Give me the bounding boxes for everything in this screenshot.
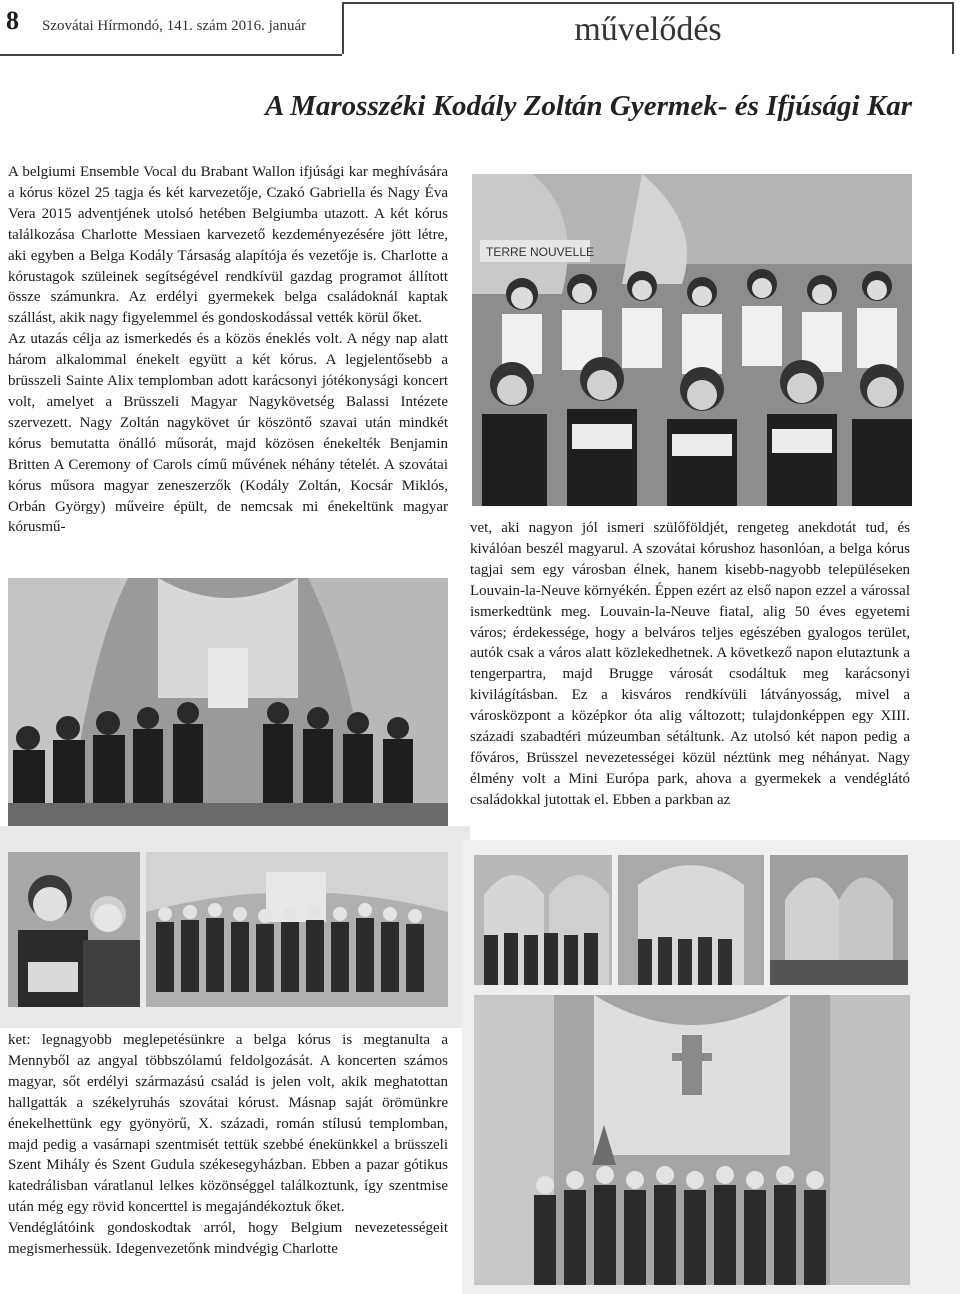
choir-church-stage-photo bbox=[146, 852, 448, 1007]
section-heading: művelődés bbox=[342, 2, 954, 54]
header-rule bbox=[0, 54, 342, 56]
choir-photo-main bbox=[472, 174, 912, 506]
article-column-right-middle bbox=[470, 518, 910, 838]
conductors-portrait-photo bbox=[8, 852, 140, 1007]
paragraph: Vendéglátóink gondoskodtak arról, hogy Belgium nevezetességeit megismerhessük. Idegenvezetőnk mindvégig Charlotte bbox=[8, 1220, 448, 1258]
photo-sign-text: TERRE NOUVELLE bbox=[486, 245, 595, 259]
choir-arches-photo-middle bbox=[618, 855, 764, 985]
article-column-left-bottom bbox=[8, 1030, 448, 1292]
paragraph: vet, aki nagyon jól ismeri szülőföldjét, rengeteg anekdotát tud, és kiválóan beszél magyarul. A szovátai kórushoz hasonlóan, a belga kórus tagjai sem egy városban élnek, hanem kisebb-nagyobb településeken Louvain-la-Neuve környékén. Éppen ezért az első napon ezzel a várossal ismerkedtünk meg. Louvain-la-Neuve fiatal, alig 50 éves egyetemi város; érdekessége, hogy a belváros teljes egészében gyalogos terület, autók csak a város alatt közlekedhetnek. A következő napon elutaztunk a tengerpartra, majd Brugge városát csodáltuk meg karácsonyi kivilágításban. Ez a kisváros rendkívüli látványosság, mivel a városközpont a középkor óta alig változott; tulajdonképpen egy XIII. századi szabadtéri múzeumban sétáltunk. Az utolsó két napon pedig a főváros, Brüsszel nevezetességei közül néztünk meg néhányat. Nagy élmény volt a Mini Európa park, ahova a gyermekek a vendéglátó családokkal jutottak el. Ebben a parkban az bbox=[470, 520, 910, 808]
paragraph: ket: legnagyobb meglepetésünkre a belga kórus is megtanulta a Mennyből az angyal többszólamú feldolgozását. A koncerten számos magyar, sőt erdélyi származású család is jelen volt, akik meghatottan hallgatták a székelyruhás szovátai kórust. Másnap saját örömünkre énekelhettünk egy gyönyörű, X. századi, román stílusú templomban, majd pedig a vasárnapi szentmisét tettük szebbé énekünkkel a brüsszeli Szent Mihály és Szent Gudula székesegyházban. Ebben a pazar gótikus katedrálisban váratlanul lelkes közönséggel találkoztunk, így szentmise után még egy rövid koncerttel is megajándékoztuk őket. bbox=[8, 1032, 448, 1216]
paragraph: Az utazás célja az ismerkedés és a közös éneklés volt. A négy nap alatt három alkalommal énekelt együtt a két kórus. A legjelentősebb a brüsszeli Sainte Alix templomban adott karácsonyi jótékonysági koncert volt, amelyet a Brüsszeli Magyar Nagykövetség Balassi Intézete szervezett. Nagy Zoltán nagykövet úr köszöntő szavai után mindkét kórus bemutatta önálló műsorát, majd közösen énekelték Benjamin Britten A Ceremony of Carols című művének néhány tételét. A szovátai kórus műsora magyar zeneszerzők (Kodály Zoltán, Kocsár Miklós, Orbán György) műveire épült, de nemcsak mi énekeltünk magyar kórusmű- bbox=[8, 331, 448, 536]
church-concert-photo bbox=[8, 578, 448, 826]
paragraph: A belgiumi Ensemble Vocal du Brabant Wallon ifjúsági kar meghívására a kórus közel 25 tagja és két karvezetője, Czakó Gabriella és Nagy Éva Vera 2015 adventjének utolsó hetében Belgiumba utazott. A két kórus találkozása Charlotte Messiaen karvezető kezdeményezésére jött létre, aki egyben a Belga Kodály Társaság alapítója és vezetője is. Charlotte a kórustagok szüleinek segítségével rendkívül gazdag programot állított össze számunkra. Az erdélyi gyermekek belga családoknál kaptak szállást, akik nagy figyelemmel és gondoskodással vették körül őket. bbox=[8, 164, 448, 327]
choir-cathedral-large-photo bbox=[474, 995, 910, 1285]
article-column-left-top bbox=[8, 162, 448, 582]
article-title: A Marosszéki Kodály Zoltán Gyermek- és Ifjúsági Kar bbox=[265, 90, 912, 122]
page-number: 8 bbox=[6, 6, 19, 35]
cathedral-interior-photo bbox=[770, 855, 908, 985]
masthead: Szovátai Hírmondó, 141. szám 2016. január bbox=[42, 18, 307, 34]
choir-arches-photo-left bbox=[474, 855, 612, 985]
